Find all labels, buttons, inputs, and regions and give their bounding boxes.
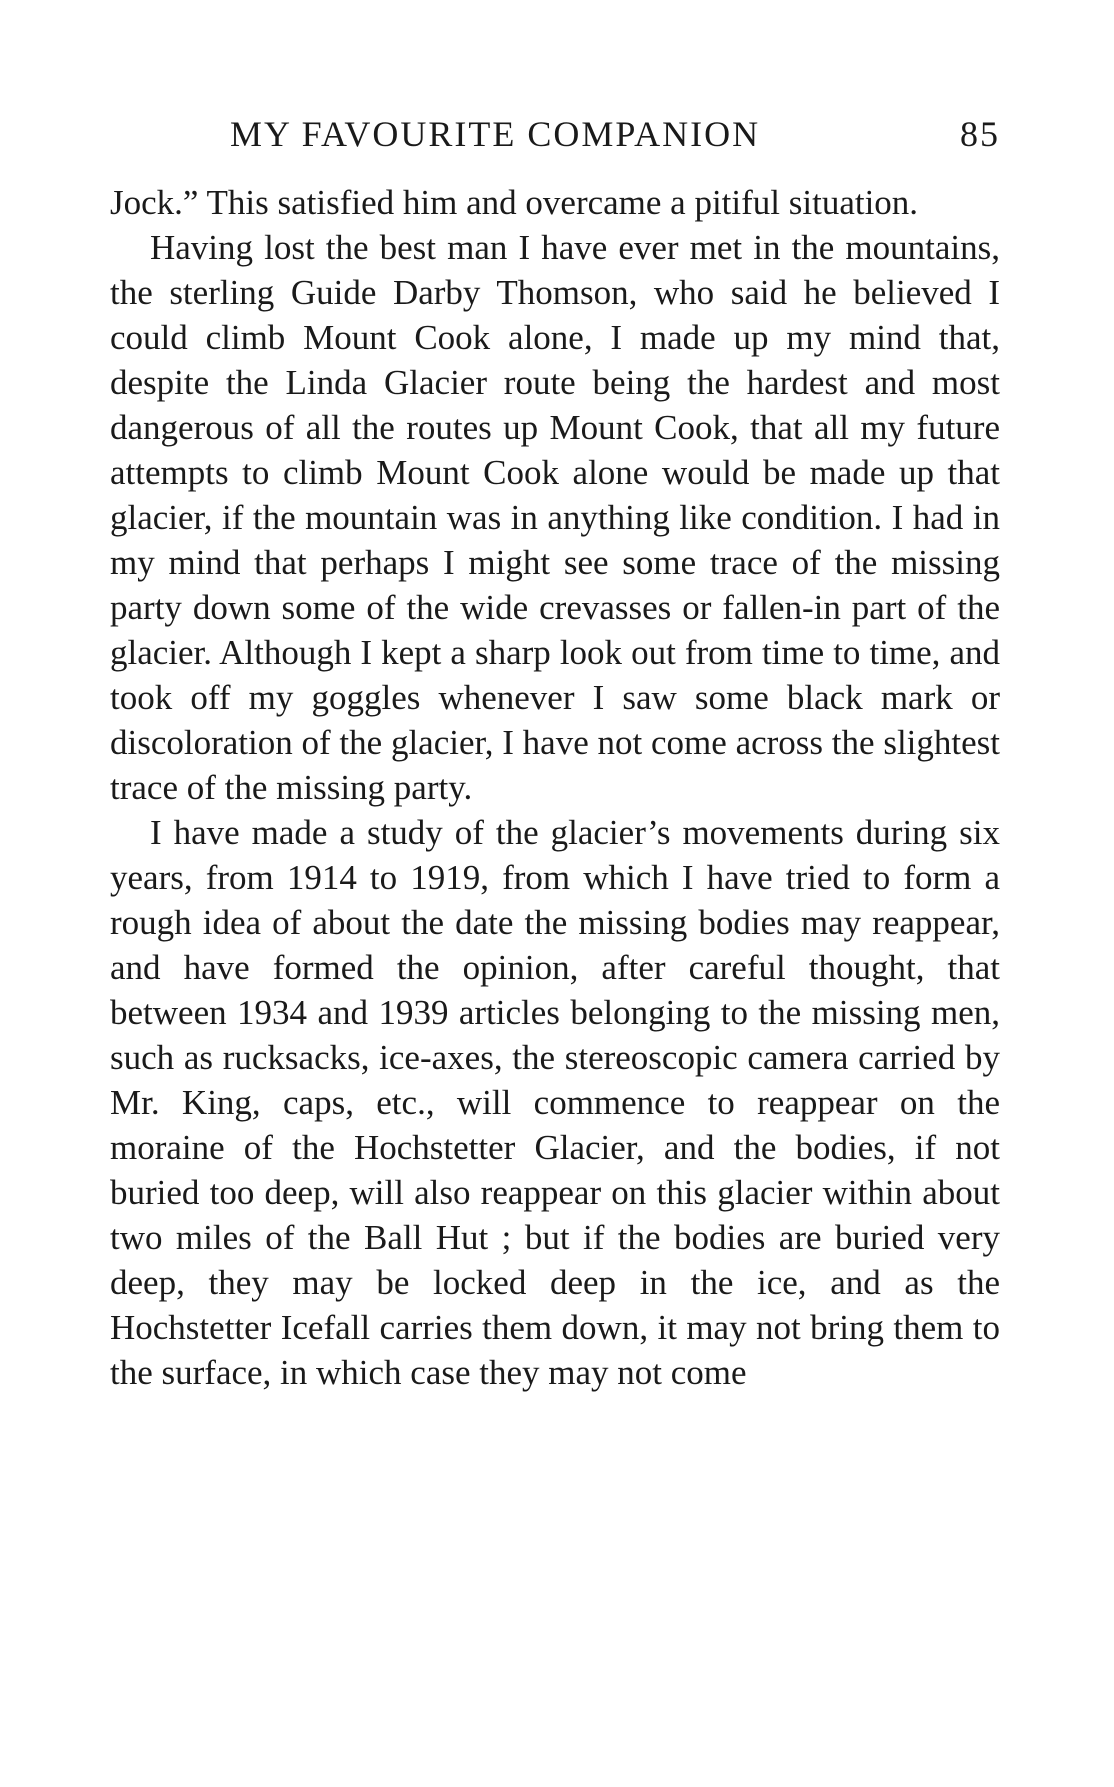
paragraph-glacier-study: I have made a study of the glacier’s movements during six years, from 1914 to 1919, from which I have tried to form a rough idea of about the date the missing bodies may reappear, and have formed the opinion, after careful thought, that between 1934 and 1939 articles belonging to the missing men, such as rucksacks, ice-axes, the stereoscopic camera carried by Mr. King, caps, etc., will commence to reappear on the moraine of the Hochstetter Glacier, and the bodies, if not buried too deep, will also reappear on this glacier within about two miles of the Ball Hut ; but if the bodies are buried very deep, they may be locked deep in the ice, and as the Hochstetter Icefall carries them down, it may not bring them to the surface, in which case they may not come — [110, 813, 1000, 1392]
page-number: 85 — [960, 114, 1000, 154]
running-title: MY FAVOURITE COMPANION — [230, 114, 761, 154]
paragraph-darby-thomson: Having lost the best man I have ever met in the mountains, the sterling Guide Darby Thomson, who said he believed I could climb Mount Cook alone, I made up my mind that, despite the Linda Glacier route being the hardest and most dangerous of all the routes up Mount Cook, that all my future attempts to climb Mount Cook alone would be made up that glacier, if the mountain was in anything like condition. I had in my mind that perhaps I might see some trace of the missing party down some of the wide crevasses or fallen-in part of the glacier. Although I kept a sharp look out from time to time, and took off my goggles whenever I saw some black mark or discoloration of the glacier, I have not come across the slightest trace of the missing party. — [110, 228, 1000, 807]
text-body — [110, 180, 1000, 1395]
paragraph-continuation: Jock.” This satisfied him and overcame a pitiful situation. — [110, 183, 919, 222]
running-head — [110, 113, 1000, 163]
